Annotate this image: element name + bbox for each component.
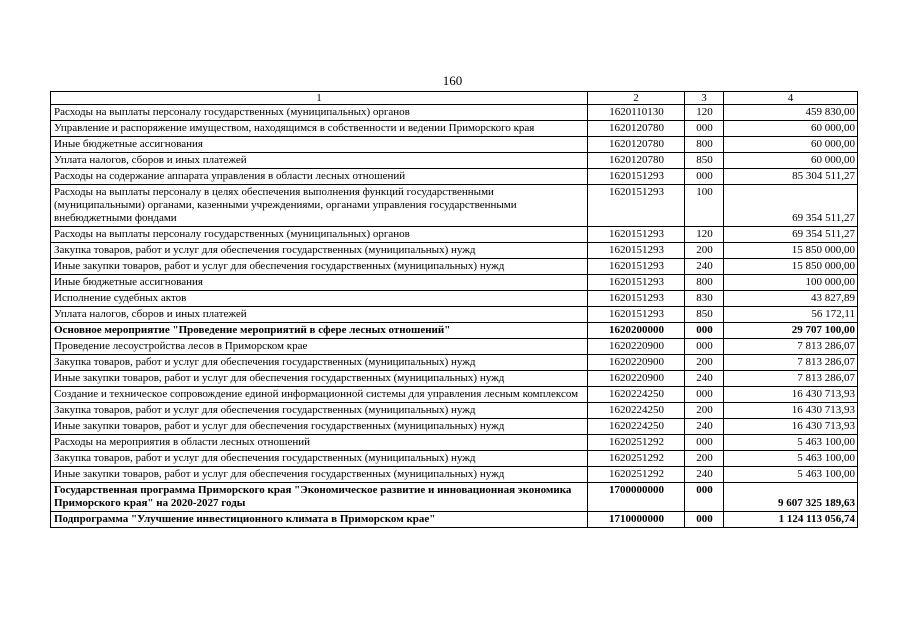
row-name-cell: Управление и распоряжение имуществом, находящимся в собственности и ведении Приморского края [51,121,588,137]
row-expense-type-cell: 850 [685,153,724,169]
row-name-cell: Основное мероприятие "Проведение мероприятий в сфере лесных отношений" [51,323,588,339]
table-row [51,403,858,419]
row-sum-cell: 459 830,00 [724,105,858,121]
table-row [51,105,858,121]
table-row [51,153,858,169]
table-row [51,387,858,403]
row-code-cell: 1620220900 [588,339,685,355]
row-name-cell: Расходы на мероприятия в области лесных отношений [51,435,588,451]
row-name-cell: Иные закупки товаров, работ и услуг для обеспечения государственных (муниципальных) нужд [51,371,588,387]
row-expense-type-cell: 240 [685,467,724,483]
row-sum-cell: 7 813 286,07 [724,339,858,355]
row-expense-type-cell: 000 [685,512,724,528]
row-expense-type-cell: 240 [685,419,724,435]
row-expense-type-cell: 200 [685,403,724,419]
row-sum-cell: 5 463 100,00 [724,451,858,467]
budget-table-body [51,92,858,528]
table-row [51,243,858,259]
row-sum-cell: 60 000,00 [724,121,858,137]
row-sum-cell: 7 813 286,07 [724,371,858,387]
row-name-cell: Уплата налогов, сборов и иных платежей [51,307,588,323]
row-sum-cell: 100 000,00 [724,275,858,291]
row-code-cell: 1620120780 [588,121,685,137]
row-code-cell: 1620120780 [588,137,685,153]
row-name-cell: Создание и техническое сопровождение единой информационной системы для управления лесным комплексом [51,387,588,403]
table-row [51,185,858,227]
budget-table [50,91,858,528]
row-code-cell: 1710000000 [588,512,685,528]
table-row [51,451,858,467]
row-sum-cell: 9 607 325 189,63 [724,483,858,512]
row-code-cell: 1620224250 [588,403,685,419]
row-expense-type-cell: 000 [685,435,724,451]
row-expense-type-cell: 800 [685,137,724,153]
row-sum-cell: 56 172,11 [724,307,858,323]
row-expense-type-cell: 000 [685,339,724,355]
row-name-cell: Уплата налогов, сборов и иных платежей [51,153,588,169]
table-row [51,483,858,512]
table-row [51,137,858,153]
row-sum-cell: 15 850 000,00 [724,243,858,259]
row-sum-cell: 69 354 511,27 [724,185,858,227]
row-name-cell: Закупка товаров, работ и услуг для обеспечения государственных (муниципальных) нужд [51,243,588,259]
row-code-cell: 1620251292 [588,467,685,483]
row-code-cell: 1620220900 [588,355,685,371]
row-name-cell: Расходы на выплаты персоналу государственных (муниципальных) органов [51,105,588,121]
table-row [51,419,858,435]
table-row [51,435,858,451]
row-name-cell: Подпрограмма "Улучшение инвестиционного климата в Приморском крае" [51,512,588,528]
row-sum-cell: 1 124 113 056,74 [724,512,858,528]
table-row [51,169,858,185]
row-sum-cell: 69 354 511,27 [724,227,858,243]
row-name-cell: Закупка товаров, работ и услуг для обеспечения государственных (муниципальных) нужд [51,451,588,467]
row-expense-type-cell: 000 [685,121,724,137]
row-sum-cell: 7 813 286,07 [724,355,858,371]
row-code-cell: 1620220900 [588,371,685,387]
table-row [51,121,858,137]
row-name-cell: Закупка товаров, работ и услуг для обеспечения государственных (муниципальных) нужд [51,403,588,419]
row-expense-type-cell: 000 [685,323,724,339]
table-row [51,307,858,323]
row-sum-cell: 60 000,00 [724,153,858,169]
row-name-cell: Проведение лесоустройства лесов в Приморском крае [51,339,588,355]
table-row [51,512,858,528]
table-row [51,355,858,371]
row-code-cell: 1620151293 [588,227,685,243]
row-code-cell: 1620110130 [588,105,685,121]
row-code-cell: 1700000000 [588,483,685,512]
row-code-cell: 1620224250 [588,419,685,435]
column-number-expense-type: 3 [685,92,724,105]
row-code-cell: 1620251292 [588,451,685,467]
row-expense-type-cell: 830 [685,291,724,307]
row-expense-type-cell: 200 [685,355,724,371]
row-expense-type-cell: 850 [685,307,724,323]
row-name-cell: Расходы на выплаты персоналу в целях обеспечения выполнения функций государственными (муниципальными) органами, казенными учреждениями, органами управления государственными внебюджетными фондами [51,185,588,227]
row-expense-type-cell: 240 [685,371,724,387]
table-row [51,371,858,387]
row-sum-cell: 16 430 713,93 [724,403,858,419]
row-code-cell: 1620151293 [588,243,685,259]
row-code-cell: 1620224250 [588,387,685,403]
row-expense-type-cell: 000 [685,387,724,403]
row-expense-type-cell: 800 [685,275,724,291]
row-expense-type-cell: 200 [685,243,724,259]
row-sum-cell: 60 000,00 [724,137,858,153]
row-code-cell: 1620151293 [588,275,685,291]
column-number-sum: 4 [724,92,858,105]
row-expense-type-cell: 200 [685,451,724,467]
table-row [51,467,858,483]
column-number-header-row [51,92,858,105]
row-sum-cell: 5 463 100,00 [724,435,858,451]
row-name-cell: Расходы на содержание аппарата управления в области лесных отношений [51,169,588,185]
row-name-cell: Иные закупки товаров, работ и услуг для обеспечения государственных (муниципальных) нужд [51,419,588,435]
table-row [51,323,858,339]
row-code-cell: 1620151293 [588,185,685,227]
row-sum-cell: 43 827,89 [724,291,858,307]
row-expense-type-cell: 120 [685,105,724,121]
row-expense-type-cell: 120 [685,227,724,243]
row-sum-cell: 15 850 000,00 [724,259,858,275]
row-code-cell: 1620151293 [588,307,685,323]
table-row [51,259,858,275]
row-code-cell: 1620151293 [588,169,685,185]
row-code-cell: 1620151293 [588,259,685,275]
table-row [51,227,858,243]
row-code-cell: 1620200000 [588,323,685,339]
row-code-cell: 1620151293 [588,291,685,307]
row-expense-type-cell: 000 [685,169,724,185]
row-sum-cell: 16 430 713,93 [724,419,858,435]
page-number: 160 [442,73,463,88]
row-sum-cell: 5 463 100,00 [724,467,858,483]
column-number-code: 2 [588,92,685,105]
row-name-cell: Иные бюджетные ассигнования [51,137,588,153]
row-expense-type-cell: 100 [685,185,724,227]
row-expense-type-cell: 000 [685,483,724,512]
row-name-cell: Государственная программа Приморского края "Экономическое развитие и инновационная экономика Приморского края" на 2020-2027 годы [51,483,588,512]
table-row [51,291,858,307]
table-row [51,275,858,291]
row-sum-cell: 85 304 511,27 [724,169,858,185]
row-name-cell: Иные закупки товаров, работ и услуг для обеспечения государственных (муниципальных) нужд [51,259,588,275]
row-name-cell: Иные бюджетные ассигнования [51,275,588,291]
row-name-cell: Закупка товаров, работ и услуг для обеспечения государственных (муниципальных) нужд [51,355,588,371]
column-number-name: 1 [51,92,588,105]
row-name-cell: Исполнение судебных актов [51,291,588,307]
row-sum-cell: 29 707 100,00 [724,323,858,339]
row-code-cell: 1620251292 [588,435,685,451]
row-expense-type-cell: 240 [685,259,724,275]
row-sum-cell: 16 430 713,93 [724,387,858,403]
table-row [51,339,858,355]
row-code-cell: 1620120780 [588,153,685,169]
row-name-cell: Иные закупки товаров, работ и услуг для обеспечения государственных (муниципальных) нужд [51,467,588,483]
row-name-cell: Расходы на выплаты персоналу государственных (муниципальных) органов [51,227,588,243]
